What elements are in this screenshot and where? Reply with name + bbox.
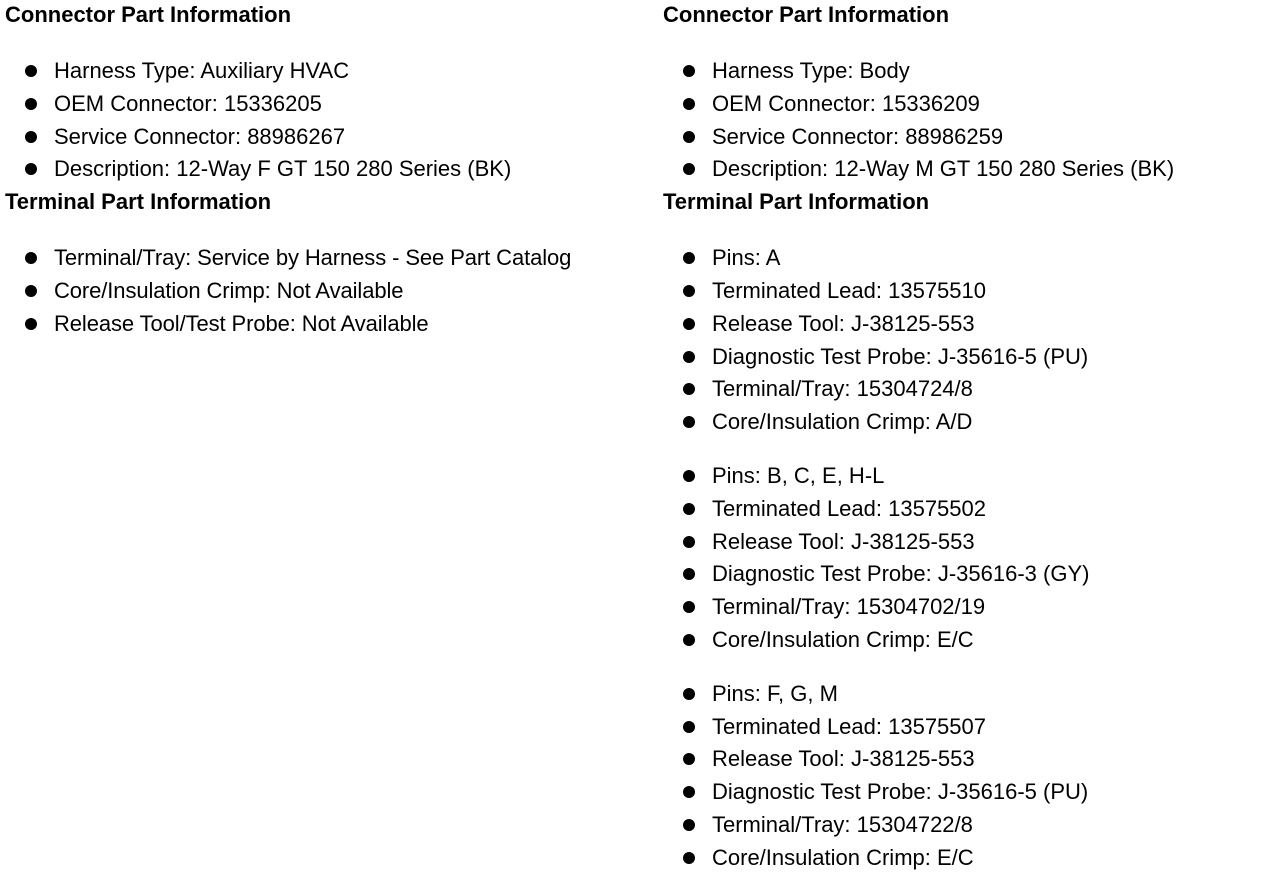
left-terminal-heading: Terminal Part Information bbox=[5, 189, 272, 215]
list-item: OEM Connector: 15336209 bbox=[663, 88, 1263, 121]
list-item: Core/Insulation Crimp: A/D bbox=[663, 406, 1263, 439]
bullet-icon bbox=[683, 786, 695, 798]
bullet-icon bbox=[683, 416, 695, 428]
right-terminal-group-3 bbox=[663, 678, 1263, 875]
bullet-icon bbox=[683, 383, 695, 395]
bullet-icon bbox=[25, 65, 37, 77]
bullet-icon bbox=[25, 163, 37, 175]
list-item: Harness Type: Auxiliary HVAC bbox=[5, 55, 655, 88]
bullet-icon bbox=[683, 131, 695, 143]
left-column bbox=[5, 0, 655, 341]
bullet-icon bbox=[25, 131, 37, 143]
list-item: Diagnostic Test Probe: J-35616-3 (GY) bbox=[663, 558, 1263, 591]
list-item: Terminal/Tray: Service by Harness - See Part Catalog bbox=[5, 242, 655, 275]
list-item: Pins: F, G, M bbox=[663, 678, 1263, 711]
list-item: Diagnostic Test Probe: J-35616-5 (PU) bbox=[663, 776, 1263, 809]
list-item: Core/Insulation Crimp: Not Available bbox=[5, 275, 655, 308]
bullet-icon bbox=[683, 285, 695, 297]
bullet-icon bbox=[25, 318, 37, 330]
bullet-icon bbox=[683, 470, 695, 482]
list-item: Service Connector: 88986259 bbox=[663, 121, 1263, 154]
left-terminal-list bbox=[5, 242, 655, 340]
bullet-icon bbox=[683, 536, 695, 548]
bullet-icon bbox=[683, 318, 695, 330]
list-item: Terminal/Tray: 15304702/19 bbox=[663, 591, 1263, 624]
bullet-icon bbox=[683, 163, 695, 175]
list-item: Terminated Lead: 13575510 bbox=[663, 275, 1263, 308]
bullet-icon bbox=[683, 634, 695, 646]
right-terminal-group-2 bbox=[663, 460, 1263, 657]
bullet-icon bbox=[683, 65, 695, 77]
bullet-icon bbox=[25, 252, 37, 264]
bullet-icon bbox=[683, 721, 695, 733]
bullet-icon bbox=[683, 601, 695, 613]
right-connector-heading: Connector Part Information bbox=[663, 2, 950, 27]
bullet-icon bbox=[683, 819, 695, 831]
left-connector-heading: Connector Part Information bbox=[5, 2, 292, 27]
list-item: Release Tool/Test Probe: Not Available bbox=[5, 308, 655, 341]
list-item: Pins: A bbox=[663, 242, 1263, 275]
bullet-icon bbox=[25, 285, 37, 297]
right-terminal-heading: Terminal Part Information bbox=[663, 189, 930, 215]
bullet-icon bbox=[683, 351, 695, 363]
bullet-icon bbox=[683, 252, 695, 264]
list-item: Terminated Lead: 13575502 bbox=[663, 493, 1263, 526]
list-item: Release Tool: J-38125-553 bbox=[663, 526, 1263, 559]
list-item: Pins: B, C, E, H-L bbox=[663, 460, 1263, 493]
list-item: Core/Insulation Crimp: E/C bbox=[663, 624, 1263, 657]
left-terminal-section bbox=[5, 187, 655, 340]
list-item: Service Connector: 88986267 bbox=[5, 121, 655, 154]
list-item: Diagnostic Test Probe: J-35616-5 (PU) bbox=[663, 341, 1263, 374]
bullet-icon bbox=[683, 852, 695, 864]
bullet-icon bbox=[683, 688, 695, 700]
list-item: OEM Connector: 15336205 bbox=[5, 88, 655, 121]
bullet-icon bbox=[25, 98, 37, 110]
list-item: Harness Type: Body bbox=[663, 55, 1263, 88]
list-item: Description: 12-Way M GT 150 280 Series (BK) bbox=[663, 153, 1263, 186]
bullet-icon bbox=[683, 753, 695, 765]
list-item: Terminal/Tray: 15304722/8 bbox=[663, 809, 1263, 842]
list-item: Description: 12-Way F GT 150 280 Series (BK) bbox=[5, 153, 655, 186]
list-item: Core/Insulation Crimp: E/C bbox=[663, 842, 1263, 875]
left-connector-list bbox=[5, 55, 655, 186]
list-item: Release Tool: J-38125-553 bbox=[663, 308, 1263, 341]
right-column bbox=[663, 0, 1263, 875]
bullet-icon bbox=[683, 98, 695, 110]
bullet-icon bbox=[683, 503, 695, 515]
list-item: Terminal/Tray: 15304724/8 bbox=[663, 373, 1263, 406]
right-connector-list bbox=[663, 55, 1263, 186]
right-terminal-group-1 bbox=[663, 242, 1263, 439]
list-item: Release Tool: J-38125-553 bbox=[663, 743, 1263, 776]
list-item: Terminated Lead: 13575507 bbox=[663, 711, 1263, 744]
bullet-icon bbox=[683, 568, 695, 580]
